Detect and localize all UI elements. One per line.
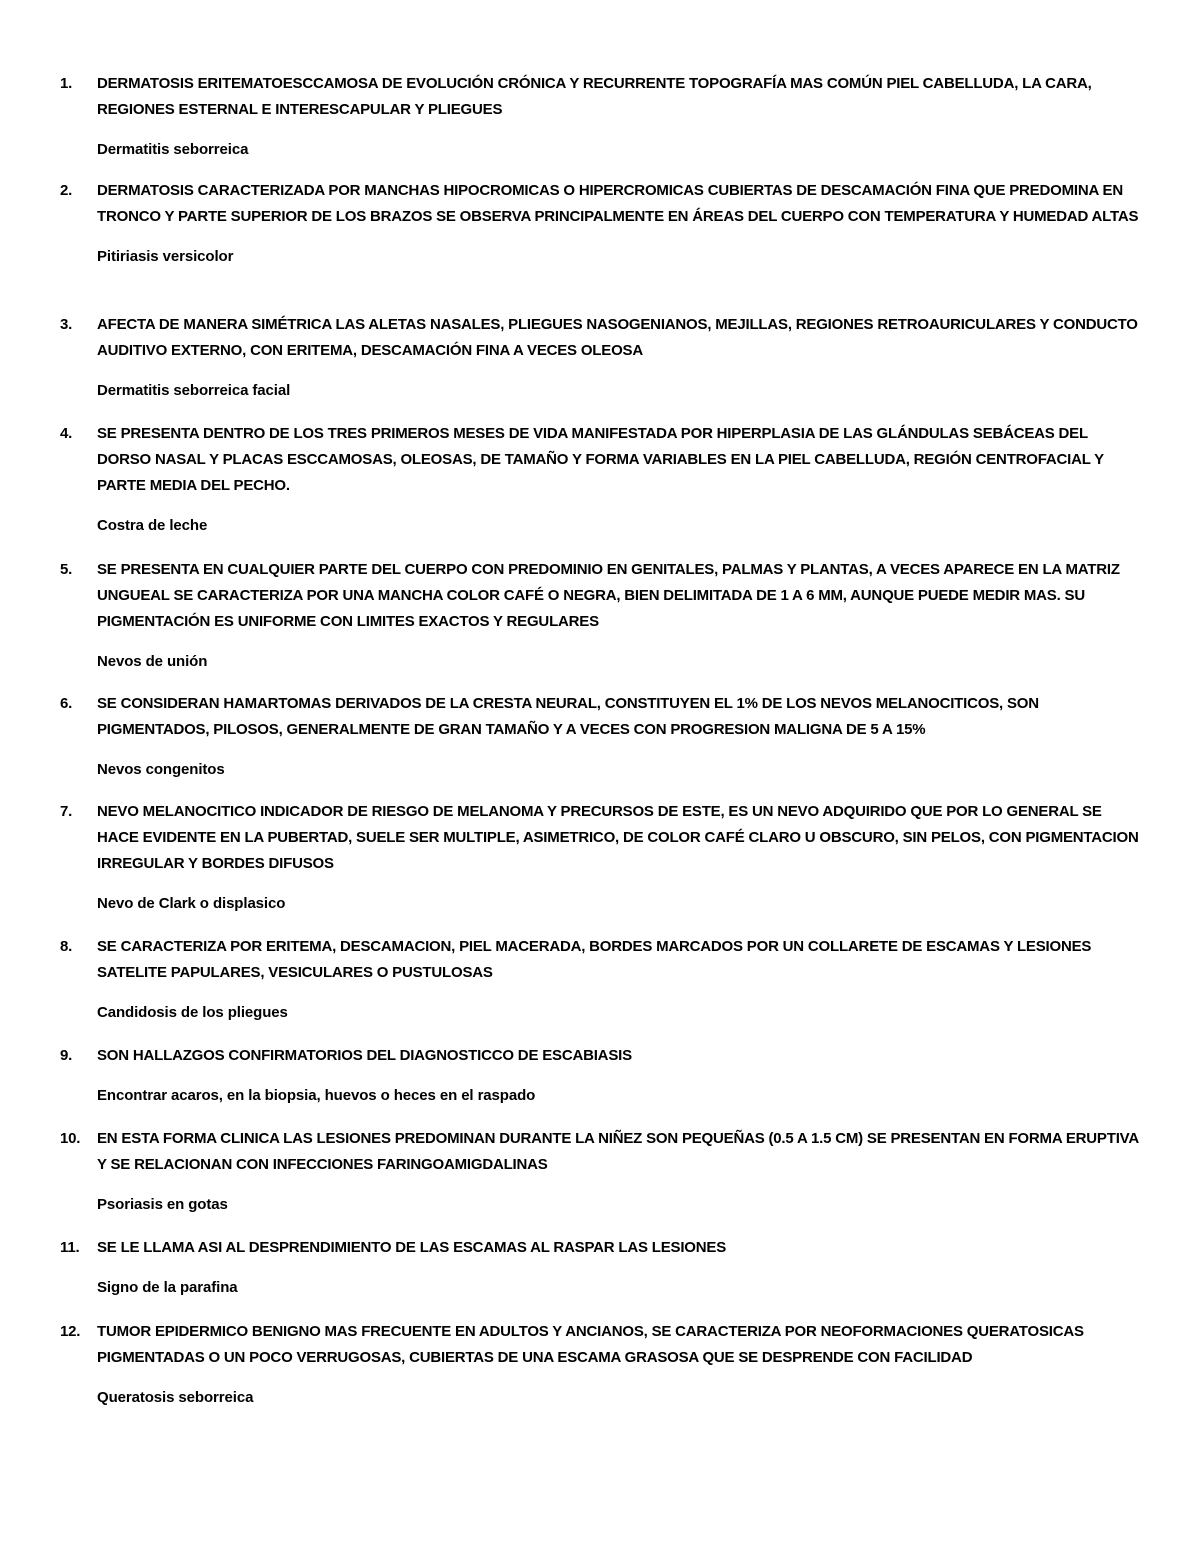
item-question: DERMATOSIS CARACTERIZADA POR MANCHAS HIPOCROMICAS O HIPERCROMICAS CUBIERTAS DE DESCAMACIÓN FINA QUE PREDOMINA EN TRONCO Y PARTE SUPERIOR DE LOS BRAZOS SE OBSERVA PRINCIPALMENTE EN ÁREAS DEL CUERPO CON TEMPERATURA Y HUMEDAD ALTAS xyxy=(97,182,1139,225)
item-answer: Psoriasis en gotas xyxy=(97,1196,228,1213)
item-answer: Nevo de Clark o displasico xyxy=(97,895,286,912)
list-item xyxy=(60,557,1140,675)
item-answer: Costra de leche xyxy=(97,517,208,534)
list-item xyxy=(60,178,1140,270)
list-item xyxy=(60,934,1140,1026)
item-number: 5. xyxy=(60,561,73,578)
item-number: 6. xyxy=(60,695,73,712)
item-question: EN ESTA FORMA CLINICA LAS LESIONES PREDOMINAN DURANTE LA NIÑEZ SON PEQUEÑAS (0.5 A 1.5 CM) SE PRESENTAN EN FORMA ERUPTIVA Y SE RELACIONAN CON INFECCIONES FARINGOAMIGDALINAS xyxy=(97,1130,1139,1173)
item-number: 12. xyxy=(60,1323,81,1340)
item-number: 7. xyxy=(60,803,73,820)
item-question: SE LE LLAMA ASI AL DESPRENDIMIENTO DE LAS ESCAMAS AL RASPAR LAS LESIONES xyxy=(97,1239,726,1256)
list-item xyxy=(60,799,1140,917)
item-question: NEVO MELANOCITICO INDICADOR DE RIESGO DE MELANOMA Y PRECURSOS DE ESTE, ES UN NEVO ADQUIRIDO QUE POR LO GENERAL SE HACE EVIDENTE EN LA PUBERTAD, SUELE SER MULTIPLE, ASIMETRICO, DE COLOR CAFÉ CLARO U OBSCURO, SIN PELOS, CON PIGMENTACION IRREGULAR Y BORDES DIFUSOS xyxy=(97,803,1139,872)
item-answer: Dermatitis seborreica xyxy=(97,141,249,158)
item-answer: Nevos congenitos xyxy=(97,761,225,778)
list-item xyxy=(60,1235,1140,1301)
item-answer: Queratosis seborreica xyxy=(97,1389,254,1406)
item-number: 8. xyxy=(60,938,73,955)
item-answer: Signo de la parafina xyxy=(97,1279,238,1296)
list-item xyxy=(60,421,1140,539)
list-item xyxy=(60,312,1140,404)
item-number: 2. xyxy=(60,182,73,199)
item-question: TUMOR EPIDERMICO BENIGNO MAS FRECUENTE EN ADULTOS Y ANCIANOS, SE CARACTERIZA POR NEOFORMACIONES QUERATOSICAS PIGMENTADAS O UN POCO VERRUGOSAS, CUBIERTAS DE UNA ESCAMA GRASOSA QUE SE DESPRENDE CON FACILIDAD xyxy=(97,1323,1084,1366)
item-answer: Candidosis de los pliegues xyxy=(97,1004,288,1021)
item-question: AFECTA DE MANERA SIMÉTRICA LAS ALETAS NASALES, PLIEGUES NASOGENIANOS, MEJILLAS, REGIONES RETROAURICULARES Y CONDUCTO AUDITIVO EXTERNO, CON ERITEMA, DESCAMACIÓN FINA A VECES OLEOSA xyxy=(97,316,1138,359)
item-question: SE CONSIDERAN HAMARTOMAS DERIVADOS DE LA CRESTA NEURAL, CONSTITUYEN EL 1% DE LOS NEVOS MELANOCITICOS, SON PIGMENTADOS, PILOSOS, GENERALMENTE DE GRAN TAMAÑO Y A VECES CON PROGRESION MALIGNA DE 5 A 15% xyxy=(97,695,1039,738)
item-answer: Dermatitis seborreica facial xyxy=(97,382,291,399)
item-question: SON HALLAZGOS CONFIRMATORIOS DEL DIAGNOSTICCO DE ESCABIASIS xyxy=(97,1047,632,1064)
list-item xyxy=(60,1043,1140,1109)
item-question: SE PRESENTA EN CUALQUIER PARTE DEL CUERPO CON PREDOMINIO EN GENITALES, PALMAS Y PLANTAS, A VECES APARECE EN LA MATRIZ UNGUEAL SE CARACTERIZA POR UNA MANCHA COLOR CAFÉ O NEGRA, BIEN DELIMITADA DE 1 A 6 MM, AUNQUE PUEDE MEDIR MAS. SU PIGMENTACIÓN ES UNIFORME CON LIMITES EXACTOS Y REGULARES xyxy=(97,561,1120,630)
item-answer: Encontrar acaros, en la biopsia, huevos o heces en el raspado xyxy=(97,1087,536,1104)
item-number: 3. xyxy=(60,316,73,333)
item-question: SE CARACTERIZA POR ERITEMA, DESCAMACION, PIEL MACERADA, BORDES MARCADOS POR UN COLLARETE DE ESCAMAS Y LESIONES SATELITE PAPULARES, VESICULARES O PUSTULOSAS xyxy=(97,938,1092,981)
item-number: 11. xyxy=(60,1239,80,1256)
list-item xyxy=(60,691,1140,783)
item-answer: Nevos de unión xyxy=(97,653,208,670)
item-question: DERMATOSIS ERITEMATOESCCAMOSA DE EVOLUCIÓN CRÓNICA Y RECURRENTE TOPOGRAFÍA MAS COMÚN PIEL CABELLUDA, LA CARA, REGIONES ESTERNAL E INTERESCAPULAR Y PLIEGUES xyxy=(97,75,1092,118)
item-number: 10. xyxy=(60,1130,81,1147)
item-number: 4. xyxy=(60,425,73,442)
item-question: SE PRESENTA DENTRO DE LOS TRES PRIMEROS MESES DE VIDA MANIFESTADA POR HIPERPLASIA DE LAS GLÁNDULAS SEBÁCEAS DEL DORSO NASAL Y PLACAS ESCCAMOSAS, OLEOSAS, DE TAMAÑO Y FORMA VARIABLES EN LA PIEL CABELLUDA, REGIÓN CENTROFACIAL Y PARTE MEDIA DEL PECHO. xyxy=(97,425,1104,494)
item-number: 1. xyxy=(60,75,73,92)
item-number: 9. xyxy=(60,1047,73,1064)
list-item xyxy=(60,1319,1140,1411)
list-item xyxy=(60,71,1140,163)
item-answer: Pitiriasis versicolor xyxy=(97,248,234,265)
list-item xyxy=(60,1126,1140,1218)
